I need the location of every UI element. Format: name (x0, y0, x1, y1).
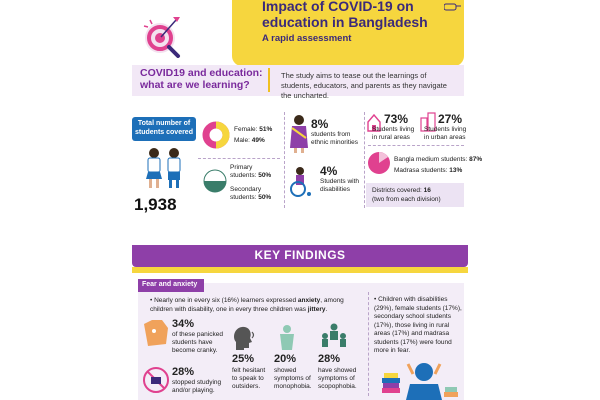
students-icon (140, 143, 188, 191)
total-students: 1,938 (134, 195, 177, 214)
male-label: Male: (234, 137, 250, 144)
target-magnifier-icon (140, 14, 184, 58)
primary-label: Primary students: (230, 164, 257, 179)
scopophobia-text: have showed symptoms of scopophobia. (318, 367, 357, 390)
secondary-label: Secondary students: (230, 186, 262, 201)
bullet-anxiety: • Nearly one in every six (16%) learners expressed anxiety, among children with disability, one in every three children was jittery. (150, 297, 344, 313)
page-title-line2: education in Bangladesh (262, 14, 428, 30)
rural-percent: 73% (384, 112, 409, 126)
divider (364, 112, 365, 208)
bangla-value: 87% (469, 156, 483, 163)
rural-text: Students living in rural areas (372, 126, 415, 141)
intro-bracket (268, 68, 274, 92)
scopophobia-percent: 28% (318, 353, 341, 365)
intro-question-line1: COVID19 and education: (140, 67, 263, 79)
female-label: Female: (234, 126, 258, 133)
stopped-text: stopped studying and/or playing. (172, 379, 222, 394)
speaking-head-icon (232, 324, 256, 352)
key-findings-underline (132, 267, 468, 273)
medium-pie-chart (366, 150, 392, 176)
female-value: 51% (259, 126, 273, 133)
primary-value: 50% (258, 172, 272, 179)
page-title-line1: Impact of COVID-19 on (262, 0, 414, 14)
secondary-stat (230, 186, 280, 202)
male-stat (234, 137, 265, 145)
stopped-studying-icon (142, 366, 170, 394)
monophobia-text: showed symptoms of monophobia. (274, 367, 312, 390)
fear-groups-text: Children with disabilities (29%), female students (17%), secondary school students (17%), those living in rural areas (17%) and madrasa students (17%) were found more in fear. (374, 296, 462, 354)
madrasa-label: Madrasa students: (394, 167, 448, 174)
pointing-hand-icon (444, 2, 462, 12)
districts-label: Districts covered: (372, 187, 422, 194)
bullet-anxiety-a: Nearly one in every six (16%) learners expressed (154, 297, 297, 304)
urban-percent: 27% (438, 112, 463, 126)
cranky-text: of these panicked students have become cranky. (172, 331, 223, 354)
watched-group-icon (320, 322, 348, 352)
lonely-person-icon (276, 324, 298, 352)
districts-stat (372, 187, 431, 195)
bullet-anxiety-c: , among children with disability, one in every three children was (150, 297, 344, 313)
madrasa-stat (394, 167, 462, 175)
female-stat (234, 126, 272, 134)
bangla-stat (394, 156, 482, 164)
intro-question (140, 67, 270, 91)
madrasa-value: 13% (449, 167, 463, 174)
disability-percent: 4% (320, 164, 338, 178)
scared-child-books-icon (380, 352, 460, 400)
cranky-percent: 34% (172, 318, 195, 330)
gender-donut-chart (202, 121, 230, 149)
male-value: 49% (251, 137, 265, 144)
stopped-percent: 28% (172, 366, 195, 378)
urban-text: Students living in urban areas (424, 126, 467, 141)
hesitant-text: felt hesitant to speak to outsiders. (232, 367, 266, 390)
intro-question-line2: what are we learning? (140, 79, 250, 91)
ethnic-text: students from ethnic minorities (311, 131, 358, 146)
intro-description: The study aims to tease out the learnings of students, educators, and parents as they navigate the uncharted. (281, 71, 447, 100)
fear-groups-bullet: • Children with disabilities (29%), female students (17%), secondary school students (17%), those living in rural areas (17%) and madrasa students (17%) were found more in fear. (374, 296, 462, 354)
bullet-anxiety-b: anxiety (297, 297, 321, 304)
wheelchair-icon (287, 167, 313, 197)
districts-note: (two from each division) (372, 196, 441, 203)
divider (368, 292, 369, 396)
divider (284, 112, 285, 208)
level-pie-chart (202, 168, 228, 194)
divider (368, 145, 464, 146)
bullet-anxiety-d: jittery (307, 305, 326, 313)
page-subtitle: A rapid assessment (262, 33, 352, 44)
disability-text: Students with disabilities (320, 178, 360, 193)
cranky-face-icon (142, 318, 170, 348)
ethnic-percent: 8% (311, 117, 329, 131)
key-findings-title: KEY FINDINGS (254, 248, 346, 262)
ethnic-woman-icon (288, 114, 310, 154)
section-title: Fear and anxiety (142, 281, 198, 288)
hesitant-percent: 25% (232, 353, 255, 365)
primary-stat (230, 164, 280, 180)
bangla-label: Bangla medium students: (394, 156, 468, 163)
districts-value: 16 (423, 187, 431, 194)
students-label: Total number of students covered (135, 120, 193, 136)
monophobia-percent: 20% (274, 353, 297, 365)
divider (198, 158, 280, 159)
secondary-value: 50% (258, 194, 272, 201)
